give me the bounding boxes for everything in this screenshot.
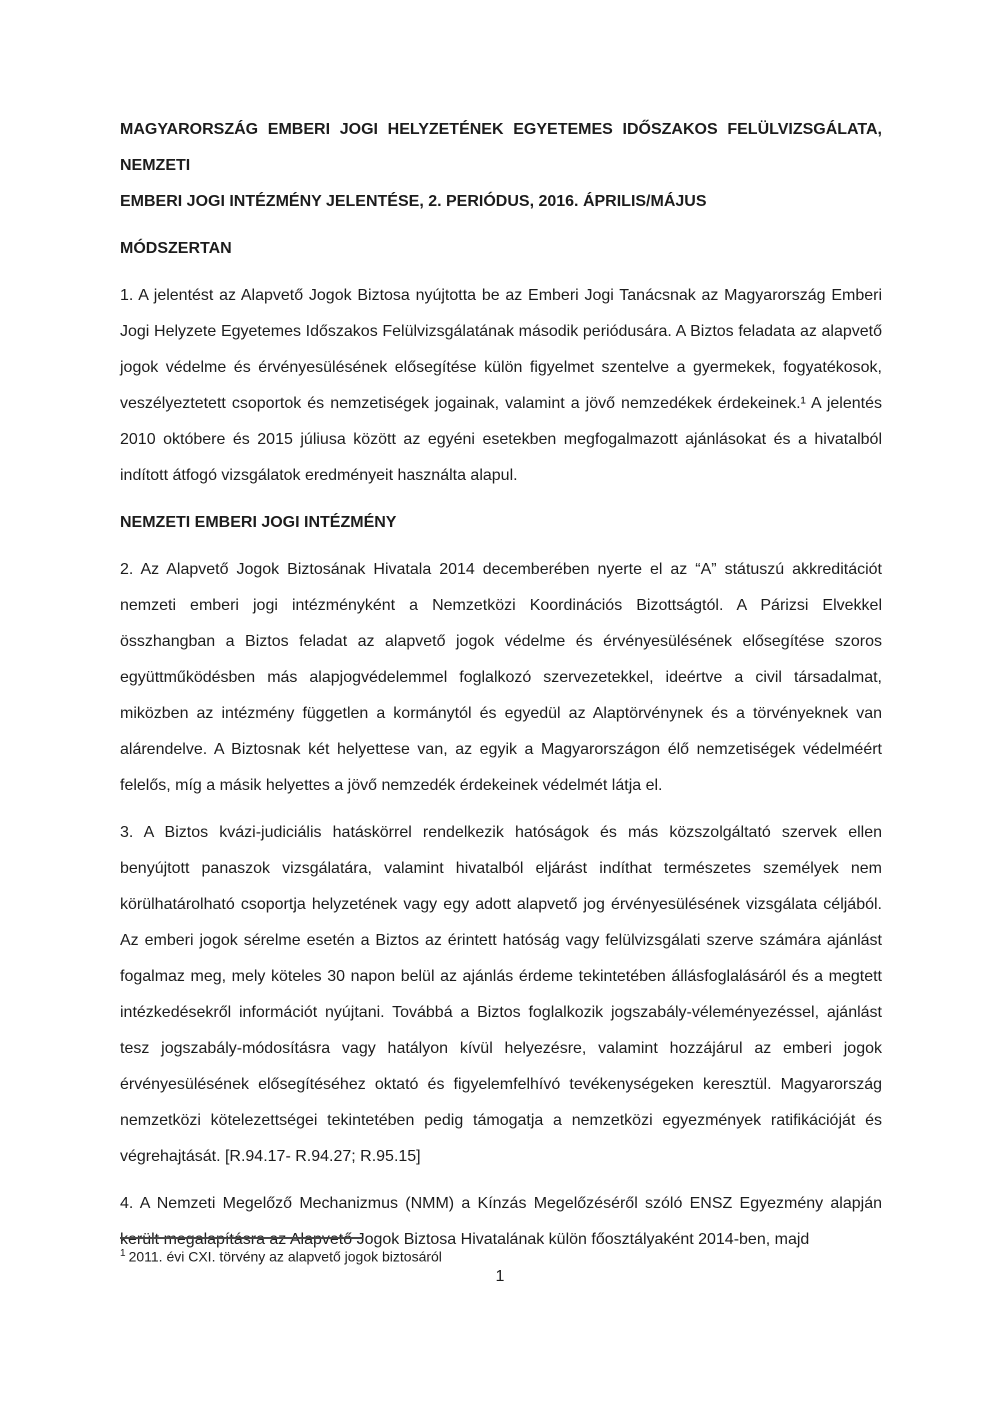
page-number: 1 <box>495 1268 505 1285</box>
footnote-label: 2011. évi CXI. törvény az alapvető jogok biztosáról <box>128 1248 442 1265</box>
paragraph-nhri-2: 2. Az Alapvető Jogok Biztosának Hivatala 2014 decemberében nyerte el az “A” státuszú akkreditációt nemzeti emberi jogi intézményként a Nemzetközi Koordinációs Bizottságtól. A Párizsi Elvekkel összhangban a Biztos feladat az alapvető jogok védelme és érvényesülésének elősegítése szoros együttműködésben más alapjogvédelemmel foglalkozó szervezetekkel, ideértve a civil társadalmat, miközben az intézmény független a kormánytól és egyedül az Alaptörvénynek és a törvényeknek van alárendelve. A Biztosnak két helyettese van, az egyik a Magyarországon élő nemzetiségek védelméért felelős, míg a másik helyettes a jövő nemzedék érdekeinek védelmét látja el. <box>120 561 882 794</box>
document-title-line-1: MAGYARORSZÁG EMBERI JOGI HELYZETÉNEK EGYETEMES IDŐSZAKOS FELÜLVIZSGÁLATA, NEMZETI <box>120 121 882 174</box>
section-heading-nhri: NEMZETI EMBERI JOGI INTÉZMÉNY <box>120 514 397 531</box>
footnote-area <box>120 1237 882 1267</box>
document-title-line-2: EMBERI JOGI INTÉZMÉNY JELENTÉSE, 2. PERIÓDUS, 2016. ÁPRILIS/MÁJUS <box>120 193 707 210</box>
footnote-marker: 1 <box>120 1248 126 1259</box>
section-heading-methodology: MÓDSZERTAN <box>120 240 232 257</box>
document-title <box>120 112 882 220</box>
footnote-separator <box>120 1237 363 1239</box>
paragraph-nhri-3: 3. A Biztos kvázi-judiciális hatáskörrel rendelkezik hatóságok és más közszolgáltató szervek ellen benyújtott panaszok vizsgálatára, valamint hivatalból eljárást indíthat természetes személyek nem körülhatárolható csoportja helyzetének vagy egy adott alapvető jog érvényesülésének vizsgálata céljából. Az emberi jogok sérelme esetén a Biztos az érintett hatóság vagy felülvizsgálati szerve számára ajánlást fogalmaz meg, mely köteles 30 napon belül az ajánlás érdeme tekintetében állásfoglalásáról és a megtett intézkedésekről információt nyújtani. Továbbá a Biztos foglalkozik jogszabály-véleményezéssel, ajánlást tesz jogszabály-módosításra vagy hatályon kívül helyezésre, valamint hozzájárul az emberi jogok érvényesülésének elősegítéséhez oktató és figyelemfelhívó tevékenységeken keresztül. Magyarország nemzetközi kötelezettségei tekintetében pedig támogatja a nemzetközi egyezmények ratifikációját és végrehajtását. [R.94.17- R.94.27; R.95.15] <box>120 824 882 1165</box>
paragraph-methodology-1: 1. A jelentést az Alapvető Jogok Biztosa nyújtotta be az Emberi Jogi Tanácsnak az Magyarország Emberi Jogi Helyzete Egyetemes Időszakos Felülvizsgálatának második periódusára. A Biztos feladata az alapvető jogok védelme és érvényesülésének elősegítése külön figyelmet szentelve a gyermekek, fogyatékosok, veszélyeztetett csoportok és nemzetiségek jogainak, valamint a jövő nemzedékek érdekeinek.¹ A jelentés 2010 októbere és 2015 júliusa között az egyéni esetekben megfogalmazott ajánlásokat és a hivatalból indított átfogó vizsgálatok eredményeit használta alapul. <box>120 287 882 484</box>
document-content <box>120 112 882 1269</box>
paragraph-nhri-4: 4. A Nemzeti Megelőző Mechanizmus (NMM) a Kínzás Megelőzéséről szóló ENSZ Egyezmény alapján került megalapításra az Alapvető Jogok Biztosa Hivatalának külön főosztályaként 2014-ben, majd <box>120 1195 882 1248</box>
footnote <box>120 1244 882 1267</box>
